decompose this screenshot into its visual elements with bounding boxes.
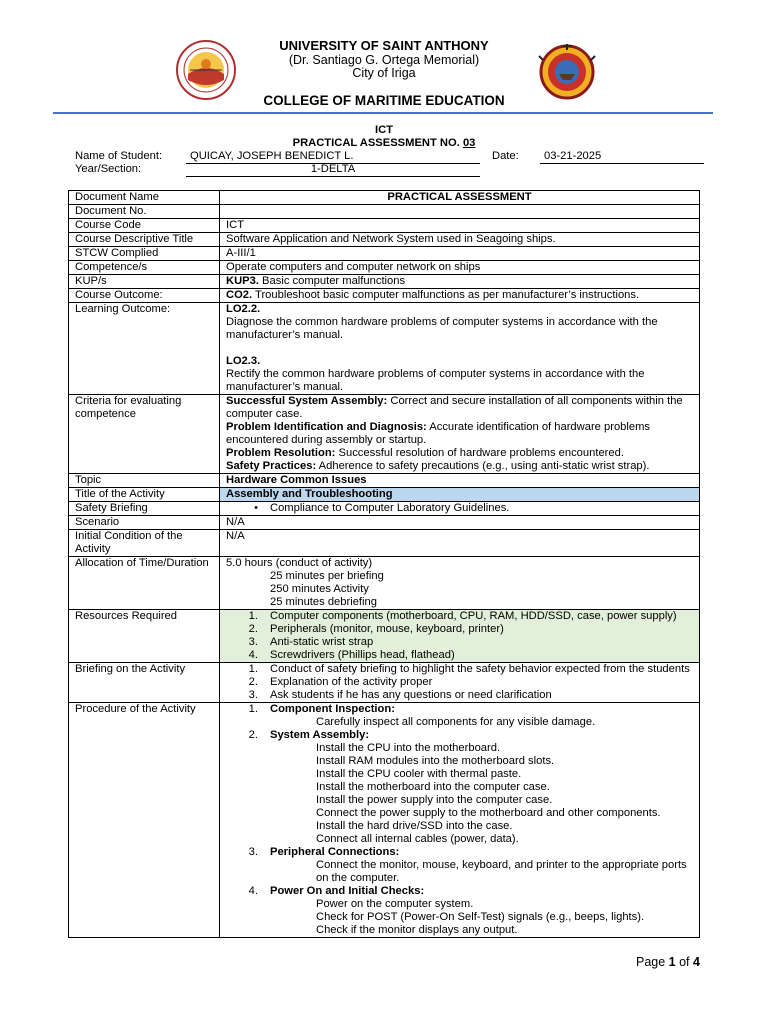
criteria-item-title: Safety Practices: bbox=[226, 460, 317, 472]
value-criteria bbox=[220, 395, 700, 474]
allocation-line: 250 minutes Activity bbox=[270, 583, 369, 595]
assessment-number: 03 bbox=[462, 137, 476, 149]
criteria-item-text: Adherence to safety precautions (e.g., using anti-static wrist strap). bbox=[316, 460, 650, 472]
list-number: 1. bbox=[248, 663, 258, 675]
step-line: Carefully inspect all components for any visible damage. bbox=[316, 716, 596, 728]
value-scenario: N/A bbox=[220, 516, 700, 530]
step-line: Connect the power supply to the motherboard and other components. bbox=[316, 807, 661, 819]
step-line: Install the CPU cooler with thermal paste. bbox=[316, 768, 522, 780]
section-value: 1-DELTA bbox=[186, 163, 480, 177]
criteria-item-text: Correct and secure installation of all components within the computer case. bbox=[226, 395, 683, 420]
criteria-item bbox=[226, 447, 693, 460]
label-document-no: Document No. bbox=[69, 205, 220, 219]
outcome-text: Troubleshoot basic computer malfunctions as per manufacturer’s instructions. bbox=[252, 289, 640, 301]
row-kup bbox=[69, 275, 700, 289]
value-stcw: A-III/1 bbox=[220, 247, 700, 261]
list-item bbox=[226, 676, 693, 689]
lo2-text: Rectify the common hardware problems of computer systems in accordance with the manufacturer’s manual. bbox=[226, 368, 645, 393]
value-learning-outcome bbox=[220, 303, 700, 395]
step-title: Component Inspection: bbox=[270, 703, 395, 715]
list-text: Ask students if he has any questions or need clarification bbox=[270, 689, 552, 701]
step-line: Check if the monitor displays any output. bbox=[316, 924, 518, 936]
row-course-outcome bbox=[69, 289, 700, 303]
row-course-title bbox=[69, 233, 700, 247]
label-course-title: Course Descriptive Title bbox=[69, 233, 220, 247]
page-current: 1 bbox=[668, 955, 676, 969]
list-item bbox=[226, 663, 693, 676]
list-item bbox=[226, 636, 693, 649]
row-safety-briefing bbox=[69, 502, 700, 516]
student-name-value: QUICAY, JOSEPH BENEDICT L. bbox=[186, 150, 480, 164]
row-allocation bbox=[69, 557, 700, 610]
step-title: System Assembly: bbox=[270, 729, 370, 741]
lo1-text: Diagnose the common hardware problems of computer systems in accordance with the manufacturer’s manual. bbox=[226, 316, 658, 341]
row-scenario bbox=[69, 516, 700, 530]
row-briefing bbox=[69, 663, 700, 703]
step-line: Install the motherboard into the computer case. bbox=[316, 781, 550, 793]
row-learning-outcome bbox=[69, 303, 700, 395]
step-title: Peripheral Connections: bbox=[270, 846, 400, 858]
step-line: Install the CPU into the motherboard. bbox=[316, 742, 501, 754]
page-total: 4 bbox=[693, 955, 700, 969]
step-number: 1. bbox=[248, 703, 258, 715]
label-initial-condition: Initial Condition of the Activity bbox=[69, 530, 220, 557]
date-label: Date: bbox=[492, 150, 519, 162]
list-number: 2. bbox=[248, 676, 258, 688]
row-document-no bbox=[69, 205, 700, 219]
row-competence bbox=[69, 261, 700, 275]
label-kup: KUP/s bbox=[69, 275, 220, 289]
value-briefing bbox=[220, 663, 700, 703]
list-number: 4. bbox=[248, 649, 258, 661]
label-briefing: Briefing on the Activity bbox=[69, 663, 220, 703]
row-stcw bbox=[69, 247, 700, 261]
label-scenario: Scenario bbox=[69, 516, 220, 530]
label-resources: Resources Required bbox=[69, 610, 220, 663]
label-allocation: Allocation of Time/Duration bbox=[69, 557, 220, 610]
criteria-item-text: Successful resolution of hardware problems encountered. bbox=[335, 447, 624, 459]
college-name: COLLEGE OF MARITIME EDUCATION bbox=[263, 93, 505, 108]
step-number: 2. bbox=[248, 729, 258, 741]
label-stcw: STCW Complied bbox=[69, 247, 220, 261]
value-resources bbox=[220, 610, 700, 663]
label-safety-briefing: Safety Briefing bbox=[69, 502, 220, 516]
outcome-code: CO2. bbox=[226, 289, 253, 301]
student-name-label: Name of Student: bbox=[75, 150, 163, 162]
step-line: Install the power supply into the computer case. bbox=[316, 794, 553, 806]
allocation-line: 25 minutes per briefing bbox=[270, 570, 384, 582]
procedure-step bbox=[226, 729, 693, 742]
label-procedure: Procedure of the Activity bbox=[69, 703, 220, 938]
label-course-code: Course Code bbox=[69, 219, 220, 233]
step-line: Install the hard drive/SSD into the case. bbox=[316, 820, 513, 832]
header-rule bbox=[53, 112, 713, 114]
page-word: Page bbox=[636, 955, 669, 969]
value-safety-briefing bbox=[220, 502, 700, 516]
kup-text: Basic computer malfunctions bbox=[258, 275, 406, 287]
list-number: 3. bbox=[248, 689, 258, 701]
criteria-item bbox=[226, 395, 693, 421]
list-text: Conduct of safety briefing to highlight the safety behavior expected from the students bbox=[270, 663, 690, 675]
procedure-step bbox=[226, 703, 693, 716]
date-value: 03-21-2025 bbox=[540, 150, 704, 164]
value-topic: Hardware Common Issues bbox=[220, 474, 700, 488]
list-item bbox=[226, 649, 693, 662]
assessment-prefix: PRACTICAL ASSESSMENT NO. bbox=[292, 137, 463, 149]
procedure-step bbox=[226, 846, 693, 859]
list-text: Peripherals (monitor, mouse, keyboard, printer) bbox=[270, 623, 504, 635]
university-memorial: (Dr. Santiago G. Ortega Memorial) bbox=[288, 53, 480, 67]
row-activity-title bbox=[69, 488, 700, 502]
page-number bbox=[636, 956, 700, 969]
criteria-item-title: Successful System Assembly: bbox=[226, 395, 388, 407]
value-kup bbox=[220, 275, 700, 289]
row-procedure bbox=[69, 703, 700, 938]
step-line: Power on the computer system. bbox=[316, 898, 474, 910]
value-course-code: ICT bbox=[220, 219, 700, 233]
criteria-item-text: Accurate identification of hardware problems encountered during assembly or startup. bbox=[226, 421, 651, 446]
step-line: Connect the monitor, mouse, keyboard, and printer to the appropriate ports on the computer. bbox=[316, 859, 687, 884]
step-number: 3. bbox=[248, 846, 258, 858]
criteria-item bbox=[226, 460, 693, 473]
university-city: City of Iriga bbox=[352, 66, 416, 80]
label-topic: Topic bbox=[69, 474, 220, 488]
list-item bbox=[226, 623, 693, 636]
kup-code: KUP3. bbox=[226, 275, 259, 287]
row-course-code bbox=[69, 219, 700, 233]
assessment-title bbox=[234, 137, 534, 150]
value-course-outcome bbox=[220, 289, 700, 303]
row-document-name bbox=[69, 191, 700, 205]
subject-title: ICT bbox=[374, 124, 394, 136]
row-initial-condition bbox=[69, 530, 700, 557]
step-line: Connect all internal cables (power, data). bbox=[316, 833, 519, 845]
value-allocation bbox=[220, 557, 700, 610]
list-number: 2. bbox=[248, 623, 258, 635]
value-competence: Operate computers and computer network on ships bbox=[220, 261, 700, 275]
list-item bbox=[226, 610, 693, 623]
allocation-total: 5.0 hours (conduct of activity) bbox=[226, 557, 373, 569]
list-text: Screwdrivers (Phillips head, flathead) bbox=[270, 649, 455, 661]
label-learning-outcome: Learning Outcome: bbox=[69, 303, 220, 395]
label-competence: Competence/s bbox=[69, 261, 220, 275]
list-text: Anti-static wrist strap bbox=[270, 636, 374, 648]
university-name: UNIVERSITY OF SAINT ANTHONY bbox=[279, 38, 489, 53]
list-item bbox=[226, 689, 693, 702]
list-text: Explanation of the activity proper bbox=[270, 676, 433, 688]
label-course-outcome: Course Outcome: bbox=[69, 289, 220, 303]
value-course-title: Software Application and Network System used in Seagoing ships. bbox=[220, 233, 700, 247]
assessment-table bbox=[68, 190, 700, 938]
value-procedure bbox=[220, 703, 700, 938]
criteria-item-title: Problem Resolution: bbox=[226, 447, 336, 459]
label-document-name: Document Name bbox=[69, 191, 220, 205]
label-activity-title: Title of the Activity bbox=[69, 488, 220, 502]
row-resources bbox=[69, 610, 700, 663]
value-document-name: PRACTICAL ASSESSMENT bbox=[220, 191, 700, 205]
page-of: of bbox=[675, 955, 693, 969]
safety-text: Compliance to Computer Laboratory Guidelines. bbox=[270, 502, 510, 514]
row-topic bbox=[69, 474, 700, 488]
list-number: 1. bbox=[248, 610, 258, 622]
step-line: Check for POST (Power-On Self-Test) signals (e.g., beeps, lights). bbox=[316, 911, 645, 923]
lo1-title: LO2.2. bbox=[226, 303, 261, 315]
list-number: 3. bbox=[248, 636, 258, 648]
step-number: 4. bbox=[248, 885, 258, 897]
list-text: Computer components (motherboard, CPU, RAM, HDD/SSD, case, power supply) bbox=[270, 610, 677, 622]
step-line: Install RAM modules into the motherboard slots. bbox=[316, 755, 555, 767]
procedure-step bbox=[226, 885, 693, 898]
criteria-item-title: Problem Identification and Diagnosis: bbox=[226, 421, 427, 433]
value-activity-title: Assembly and Troubleshooting bbox=[220, 488, 700, 502]
label-criteria: Criteria for evaluating competence bbox=[69, 395, 220, 474]
allocation-line: 25 minutes debriefing bbox=[270, 596, 377, 608]
criteria-item bbox=[226, 421, 693, 447]
lo2-title: LO2.3. bbox=[226, 355, 261, 367]
value-document-no bbox=[220, 205, 700, 219]
bullet-icon: • bbox=[254, 502, 258, 514]
section-label: Year/Section: bbox=[75, 163, 142, 175]
row-criteria bbox=[69, 395, 700, 474]
step-title: Power On and Initial Checks: bbox=[270, 885, 425, 897]
value-initial-condition: N/A bbox=[220, 530, 700, 557]
